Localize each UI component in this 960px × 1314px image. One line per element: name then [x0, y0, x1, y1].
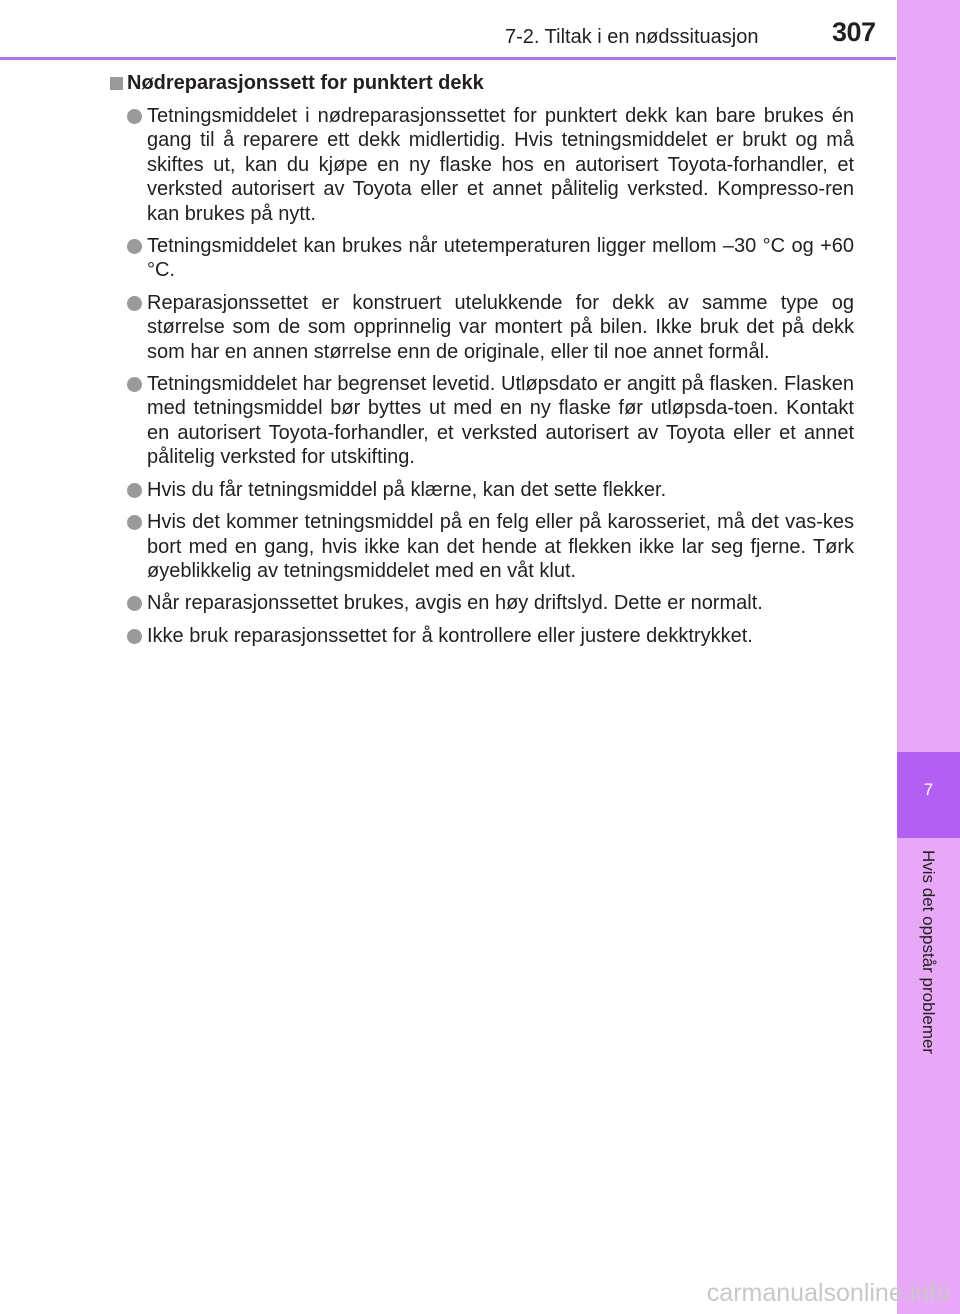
list-item-text: Reparasjonssettet er konstruert utelukkende for dekk av samme type og størrelse som de som opprinnelig var montert på bilen. Ikke bruk det på dekk som har en annen størrelse enn de originale, eller til noe annet formål.	[147, 291, 854, 363]
list-item	[110, 624, 854, 648]
list-item	[110, 478, 854, 502]
chapter-number: 7	[923, 780, 934, 799]
circle-bullet-icon	[127, 296, 142, 311]
section-heading-text: Nødreparasjonssett for punktert dekk	[127, 71, 484, 94]
circle-bullet-icon	[127, 377, 142, 392]
list-item-text: Tetningsmiddelet har begrenset levetid. Utløpsdato er angitt på flasken. Flasken med tetningsmiddel bør byttes ut med en ny flaske før utløpsda-toen. Kontakt en autorisert Toyota-forhandler, et verksted autorisert av Toyota eller et annet pålitelig verksted for utskifting.	[147, 373, 854, 469]
list-item-text: Tetningsmiddelet kan brukes når utetemperaturen ligger mellom –30 °C og +60 °C.	[147, 235, 854, 282]
list-item	[110, 291, 854, 364]
section-heading	[110, 70, 854, 96]
circle-bullet-icon	[127, 596, 142, 611]
circle-bullet-icon	[127, 483, 142, 498]
circle-bullet-icon	[127, 239, 142, 254]
list-item-text: Hvis det kommer tetningsmiddel på en felg eller på karosseriet, må det vas-kes bort med en gang, hvis ikke kan det hende at flekken ikke lar seg fjerne. Tørk øyeblikkelig av tetningsmiddelet med en våt klut.	[147, 511, 854, 582]
section-reference: 7-2. Tiltak i en nødssituasjon	[505, 26, 759, 48]
chapter-title: Hvis det oppstår problemer	[919, 850, 938, 1055]
circle-bullet-icon	[127, 515, 142, 530]
watermark-link[interactable]: carmanualsonline.info	[706, 1279, 950, 1307]
list-item	[110, 234, 854, 283]
list-item	[110, 104, 854, 226]
square-bullet-icon	[110, 77, 123, 90]
circle-bullet-icon	[127, 109, 142, 124]
list-item-text: Ikke bruk reparasjonssettet for å kontrollere eller justere dekktrykket.	[147, 624, 753, 647]
main-content	[110, 70, 854, 648]
list-item	[110, 372, 854, 470]
header-rule	[0, 57, 896, 60]
list-item-text: Tetningsmiddelet i nødreparasjonssettet for punktert dekk kan bare brukes én gang til å reparere ett dekk midlertidig. Hvis tetningsmiddelet er brukt og må skiftes ut, kan du kjøpe en ny flaske hos en autorisert Toyota-forhandler, et verksted autorisert av Toyota eller et annet pålitelig verksted. Kompresso-ren kan brukes på nytt.	[147, 105, 854, 225]
list-item-text: Hvis du får tetningsmiddel på klærne, kan det sette flekker.	[147, 478, 667, 501]
list-item-text: Når reparasjonssettet brukes, avgis en høy driftslyd. Dette er normalt.	[147, 592, 763, 615]
list-item	[110, 591, 854, 615]
circle-bullet-icon	[127, 629, 142, 644]
chapter-sidebar	[897, 0, 960, 1314]
page-number: 307	[832, 17, 876, 47]
list-item	[110, 510, 854, 583]
